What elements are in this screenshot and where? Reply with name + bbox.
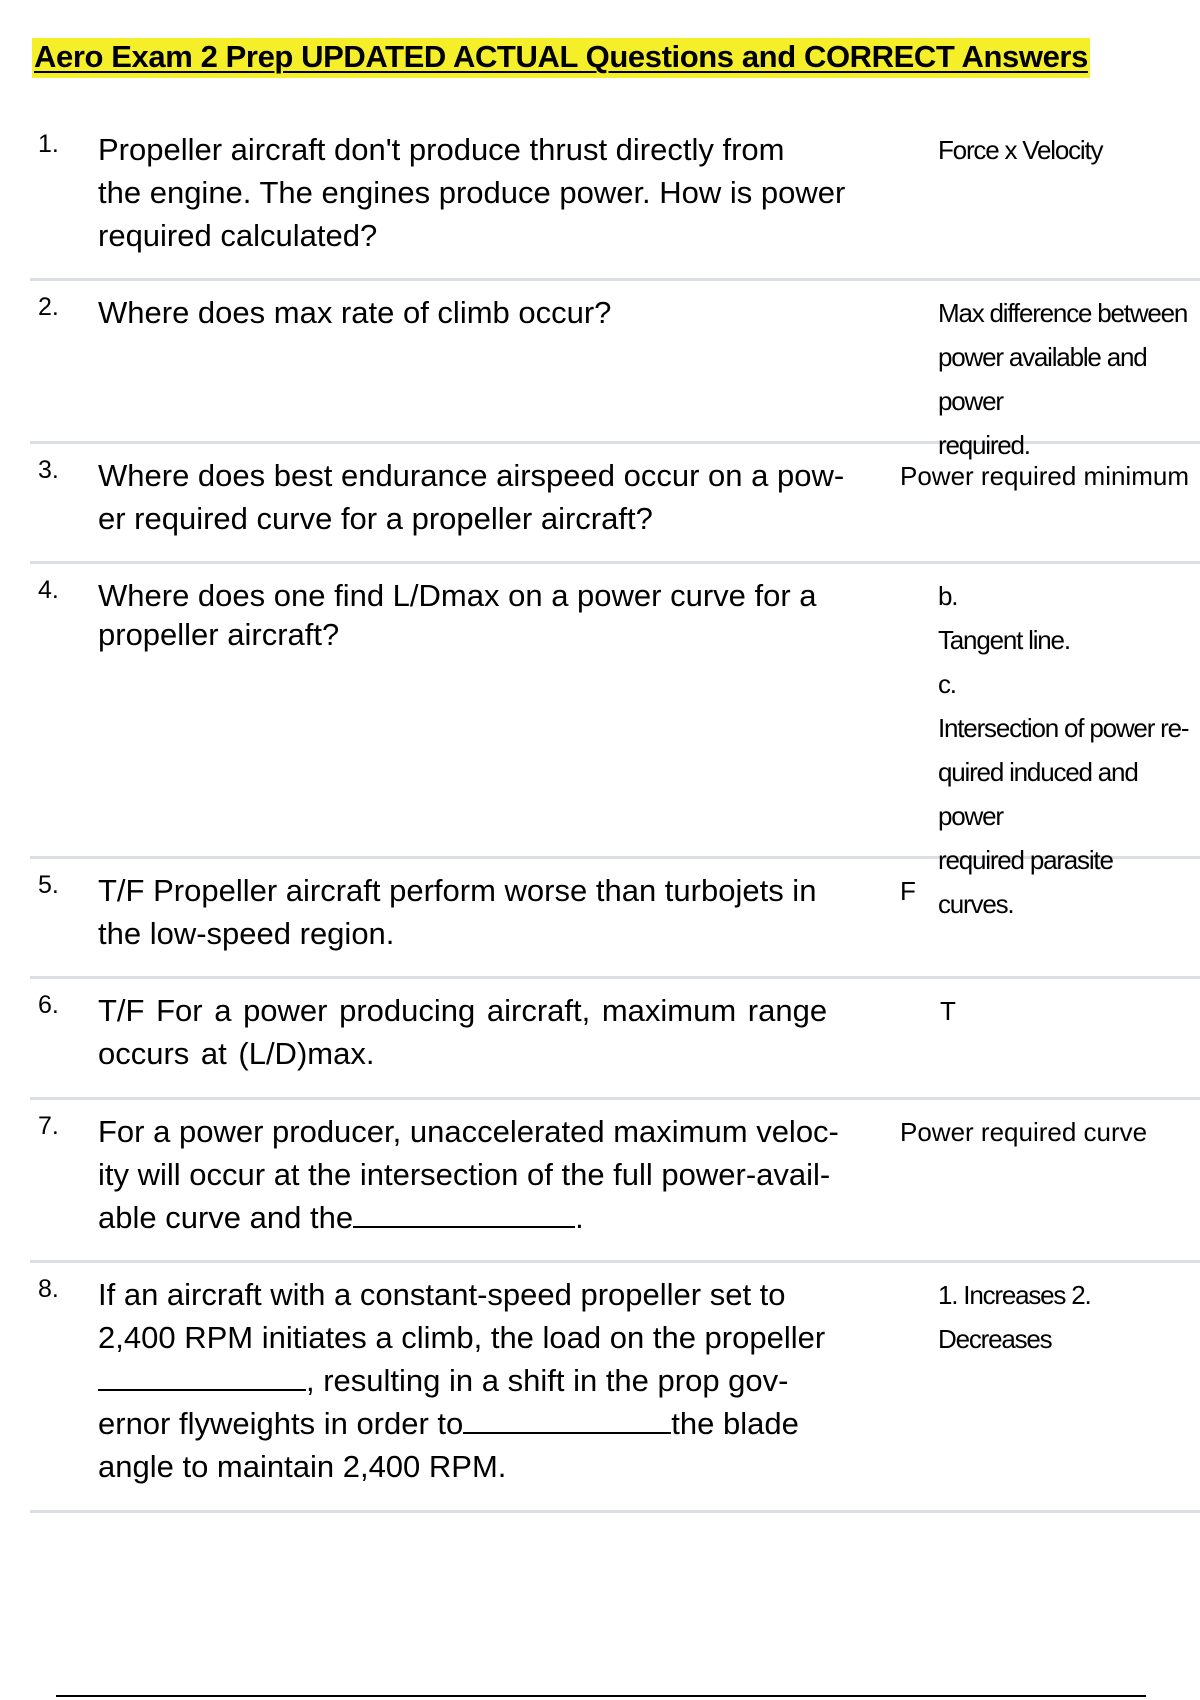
question-text	[98, 281, 908, 441]
question-number: 8.	[38, 1275, 59, 1303]
qa-row-8	[30, 1263, 1200, 1513]
answer-blank	[98, 1361, 306, 1391]
answer-text	[908, 564, 1200, 919]
answer-line: Power required curve	[900, 1117, 1148, 1147]
question-number: 7.	[38, 1112, 59, 1140]
answer-line: 1. Increases 2. Decreases	[938, 1280, 1091, 1354]
question-text	[98, 444, 908, 561]
qa-row-3	[30, 444, 1200, 564]
question-line: Propeller aircraft don't produce thrust directly from	[98, 132, 785, 167]
question-fragment: able curve and the	[98, 1200, 354, 1235]
answer-line: Max difference between	[938, 298, 1188, 328]
question-line: Where does max rate of climb occur?	[98, 295, 612, 330]
answer-line: required parasite curves.	[938, 845, 1113, 919]
question-fragment: the blade	[671, 1406, 799, 1441]
question-line: propeller aircraft?	[98, 617, 340, 652]
question-fragment: .	[575, 1200, 584, 1235]
question-line: Where does best endurance airspeed occur on a pow-	[98, 458, 845, 493]
question-line: For a power producer, unaccelerated maximum veloc-	[98, 1114, 839, 1149]
answer-line: Force x Velocity	[938, 135, 1103, 165]
question-text	[98, 1100, 908, 1260]
question-number: 6.	[38, 991, 59, 1019]
question-fragment: ernor flyweights in order to	[98, 1406, 464, 1441]
question-number: 1.	[38, 130, 59, 158]
answer-line: Power required minimum	[900, 461, 1189, 491]
answer-line: power available and power	[938, 342, 1147, 416]
answer-text	[900, 444, 1200, 561]
question-line: Where does one find L/Dmax on a power curve for a	[98, 578, 817, 613]
answer-text	[900, 1100, 1200, 1260]
question-line: T/F For a power producing aircraft, maximum range	[98, 993, 828, 1028]
qa-row-2	[30, 281, 1200, 460]
bottom-divider	[56, 1695, 1146, 1697]
answer-blank	[353, 1198, 575, 1228]
answer-line: quired induced and power	[938, 757, 1138, 831]
answer-line: Tangent line.	[938, 625, 1070, 655]
question-line: ity will occur at the intersection of the full power-avail-	[98, 1157, 831, 1192]
question-number: 2.	[38, 293, 59, 321]
question-text	[98, 118, 908, 278]
qa-row-6	[30, 979, 1200, 1100]
question-line: If an aircraft with a constant-speed propeller set to	[98, 1277, 786, 1312]
question-line: T/F Propeller aircraft perform worse than turbojets in	[98, 873, 817, 908]
question-line: 2,400 RPM initiates a climb, the load on the propeller	[98, 1320, 826, 1355]
question-line-with-blank	[98, 1359, 908, 1402]
answer-line: F	[900, 876, 916, 906]
question-text	[98, 564, 908, 856]
question-line: the engine. The engines produce power. How is power	[98, 175, 846, 210]
question-number: 4.	[38, 576, 59, 604]
question-line: the low-speed region.	[98, 916, 395, 951]
question-text	[98, 859, 908, 976]
question-number: 3.	[38, 456, 59, 484]
question-line: angle to maintain 2,400 RPM.	[98, 1449, 507, 1484]
question-line: required calculated?	[98, 218, 378, 253]
document-title: Aero Exam 2 Prep UPDATED ACTUAL Questions and CORRECT Answers	[32, 38, 1090, 78]
question-line: occurs at (L/D)max.	[98, 1036, 375, 1071]
answer-text	[908, 979, 1200, 1097]
question-number: 5.	[38, 871, 59, 899]
answer-line: b.	[938, 581, 958, 611]
question-text	[98, 979, 908, 1097]
question-line: er required curve for a propeller aircraft?	[98, 501, 653, 536]
answer-line: required.	[938, 430, 1030, 460]
qa-row-5	[30, 859, 1200, 979]
answer-text	[908, 118, 1200, 278]
question-text	[98, 1263, 908, 1510]
question-line-with-blank	[98, 1402, 908, 1445]
question-line-with-blank	[98, 1196, 908, 1239]
answer-line: T	[940, 996, 956, 1026]
answer-text	[908, 281, 1200, 460]
answer-line: c.	[938, 669, 956, 699]
answer-text	[900, 859, 1200, 976]
qa-row-7	[30, 1100, 1200, 1263]
qa-row-1	[30, 118, 1200, 281]
question-fragment: , resulting in a shift in the prop gov-	[306, 1363, 789, 1398]
answer-text	[908, 1263, 1200, 1510]
answer-line: Intersection of power re-	[938, 713, 1189, 743]
answer-blank	[463, 1404, 671, 1434]
question-answer-list	[30, 118, 1200, 1513]
